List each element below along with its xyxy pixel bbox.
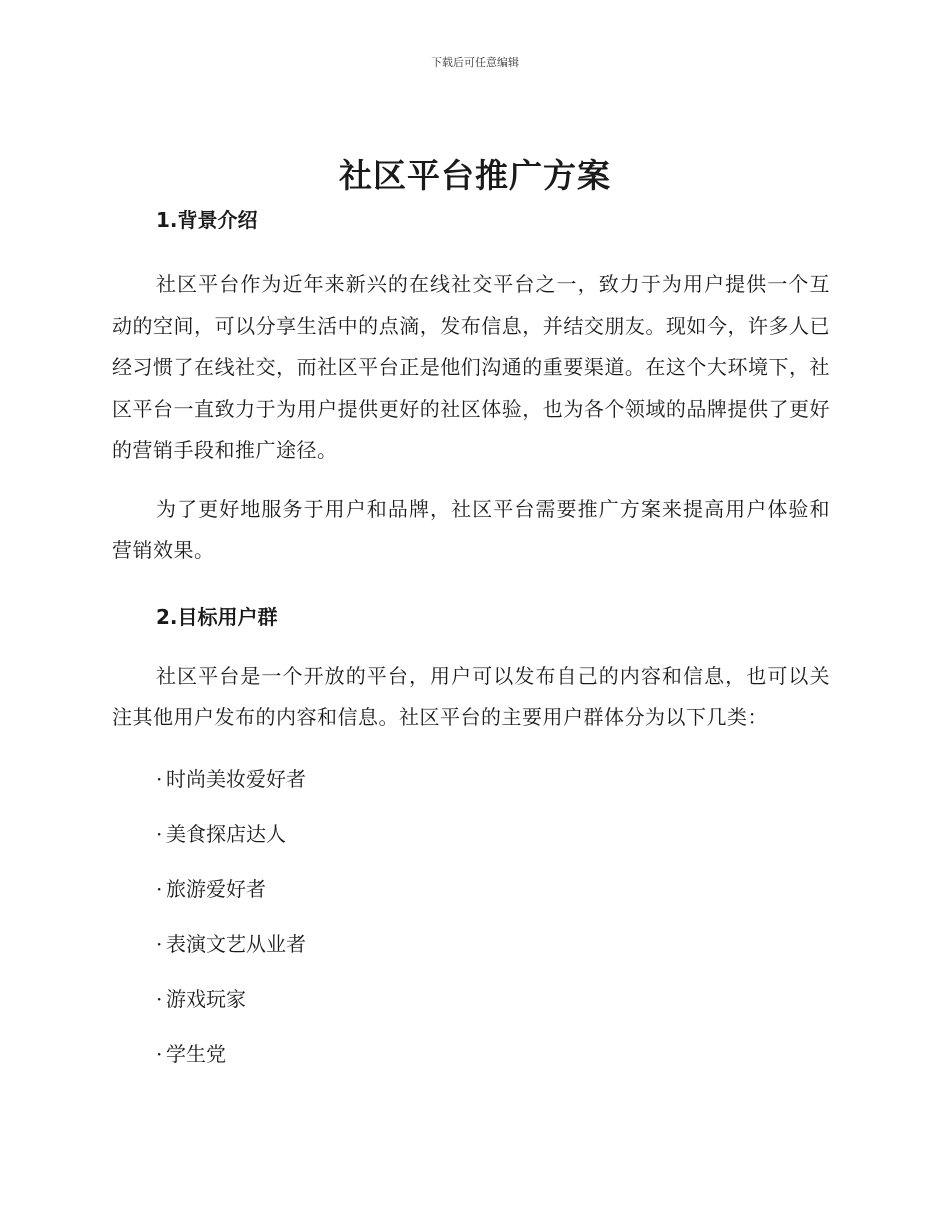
list-item: · 旅游爱好者 (156, 874, 830, 904)
bullet-icon: · (156, 931, 163, 956)
bullet-icon: · (156, 986, 163, 1011)
paragraph-background-1: 社区平台作为近年来新兴的在线社交平台之一，致力于为用户提供一个互动的空间，可以分享生活中的点滴，发布信息，并结交朋友。现如今，许多人已经习惯了在线社交，而社区平台正是他们沟通的重要渠道。在这个大环境下，社区平台一直致力于为用户提供更好的社区体验，也为各个领域的品牌提供了更好的营销手段和推广途径。 (112, 272, 830, 462)
paragraph-target-users: 社区平台是一个开放的平台，用户可以发布自己的内容和信息，也可以关注其他用户发布的内容和信息。社区平台的主要用户群体分为以下几类： (112, 663, 830, 729)
bullet-icon: · (156, 876, 163, 901)
bullet-icon: · (156, 1041, 163, 1066)
document-body (112, 205, 830, 1069)
section-heading-background: 1.背景介绍 (156, 208, 258, 232)
bullet-icon: · (156, 766, 163, 791)
bullet-icon: · (156, 821, 163, 846)
document-title: 社区平台推广方案 (339, 156, 611, 195)
list-item: · 美食探店达人 (156, 819, 830, 849)
list-item: · 学生党 (156, 1039, 830, 1069)
header-note: 下载后可任意编辑 (431, 56, 519, 69)
list-item: · 时尚美妆爱好者 (156, 764, 830, 794)
list-item: · 表演文艺从业者 (156, 929, 830, 959)
section-heading-target-users: 2.目标用户群 (156, 604, 278, 629)
list-item: · 游戏玩家 (156, 984, 830, 1014)
paragraph-background-2: 为了更好地服务于用户和品牌，社区平台需要推广方案来提高用户体验和营销效果。 (112, 496, 830, 562)
user-group-list (112, 764, 830, 1069)
